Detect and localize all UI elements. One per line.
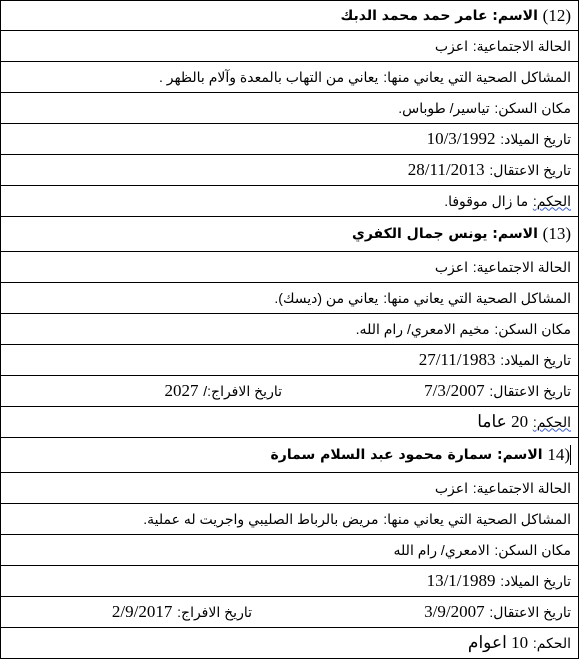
health-value: يعاني من التهاب بالمعدة وآلام بالظهر .	[158, 68, 379, 85]
prisoner-name: سمارة محمود عبد السلام سمارة	[270, 447, 493, 463]
arrest-label: تاريخ الاعتقال:	[489, 161, 571, 178]
release-group	[164, 381, 282, 401]
arrest-label: تاريخ الاعتقال:	[489, 603, 571, 620]
record-13-arrest-row	[0, 376, 579, 407]
health-label: المشاكل الصحية التي يعاني منها:	[383, 510, 571, 527]
record-14-birth-row	[0, 566, 579, 597]
sentence-label: الحكم:	[532, 192, 571, 209]
residence-label: مكان السكن:	[494, 320, 571, 337]
sentence-label: الحكم:	[532, 634, 571, 651]
record-14-residence-row	[0, 535, 579, 566]
sentence-value: 20 عاما	[477, 412, 529, 431]
record-12-birth-row	[0, 124, 579, 155]
release-label: تاريخ الافراج:/	[203, 383, 282, 399]
health-label: المشاكل الصحية التي يعاني منها:	[383, 289, 571, 306]
marital-value: اعزب	[434, 258, 468, 275]
residence-value: مخيم الامعري/ رام الله.	[355, 320, 490, 337]
record-12-marital-row	[0, 31, 579, 62]
release-value: 2027	[164, 381, 199, 400]
arrest-value: 3/9/2007	[424, 602, 485, 621]
marital-label: الحالة الاجتماعية:	[472, 479, 571, 496]
record-14-sentence-row	[0, 628, 579, 659]
arrest-value: 28/11/2013	[407, 160, 485, 179]
arrest-label: تاريخ الاعتقال:	[489, 382, 571, 399]
sentence-value: 10 اعوام	[467, 633, 529, 652]
record-14-marital-row	[0, 473, 579, 504]
record-14-health-row	[0, 504, 579, 535]
record-13-name-row	[0, 217, 579, 252]
release-group	[112, 602, 252, 622]
record-12-arrest-row	[0, 155, 579, 186]
birth-value: 10/3/1992	[426, 129, 496, 148]
record-14-name-row	[0, 438, 579, 473]
health-value: يعاني من (ديسك).	[274, 289, 379, 306]
residence-label: مكان السكن:	[494, 541, 571, 558]
birth-value: 13/1/1989	[426, 571, 496, 590]
record-index: (13)	[542, 224, 571, 243]
prisoner-name: يونس جمال الكفري	[351, 226, 488, 242]
birth-label: تاريخ الميلاد:	[500, 351, 571, 368]
prisoner-name: عامر حمد محمد الدبك	[340, 7, 488, 24]
record-13-health-row	[0, 283, 579, 314]
record-13-sentence-row	[0, 407, 579, 438]
birth-label: تاريخ الميلاد:	[500, 130, 571, 147]
birth-value: 27/11/1983	[418, 350, 496, 369]
record-index: (12)	[542, 5, 571, 25]
name-label: الاسم:	[492, 7, 538, 24]
record-12-health-row	[0, 62, 579, 93]
name-label: الاسم:	[492, 226, 538, 242]
marital-value: اعزب	[434, 479, 468, 496]
release-label: تاريخ الافراج:	[177, 604, 252, 620]
arrest-value: 7/3/2007	[424, 381, 485, 400]
birth-label: تاريخ الميلاد:	[500, 572, 571, 589]
record-13-residence-row	[0, 314, 579, 345]
record-index: (14	[547, 445, 570, 464]
residence-value: تياسير/ طوباس.	[398, 99, 490, 116]
sentence-value: ما زال موقوفا.	[444, 192, 529, 209]
name-label: الاسم:	[496, 447, 543, 463]
health-label: المشاكل الصحية التي يعاني منها:	[383, 68, 571, 85]
record-12-residence-row	[0, 93, 579, 124]
marital-label: الحالة الاجتماعية:	[472, 258, 571, 275]
text-cursor	[570, 445, 571, 465]
record-13-marital-row	[0, 252, 579, 283]
record-12-sentence-row	[0, 186, 579, 217]
marital-value: اعزب	[434, 37, 468, 54]
release-value: 2/9/2017	[111, 602, 173, 621]
record-14-arrest-row	[0, 597, 579, 628]
record-12-name-row	[0, 0, 579, 31]
residence-label: مكان السكن:	[494, 99, 571, 116]
marital-label: الحالة الاجتماعية:	[472, 37, 571, 54]
record-13-birth-row	[0, 345, 579, 376]
sentence-label: الحكم:	[532, 413, 571, 430]
health-value: مريض بالرباط الصليبي واجريت له عملية.	[143, 510, 379, 527]
residence-value: الامعري/ رام الله	[393, 541, 490, 558]
